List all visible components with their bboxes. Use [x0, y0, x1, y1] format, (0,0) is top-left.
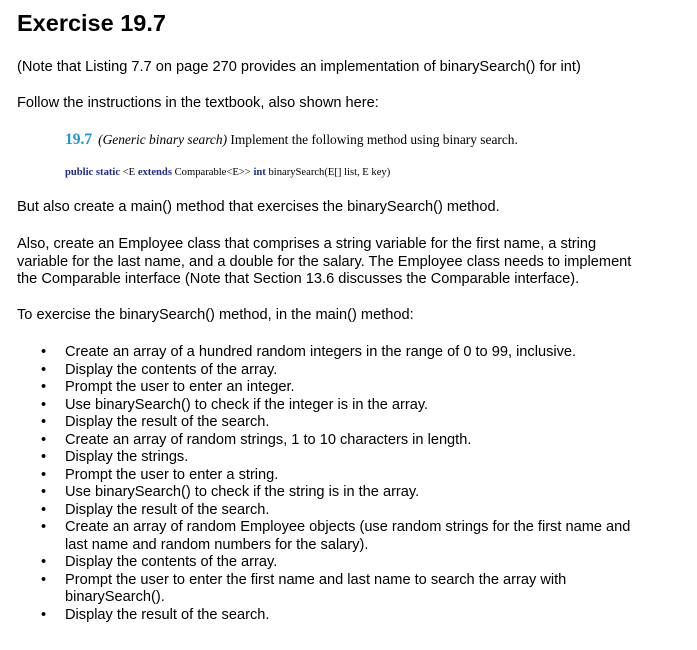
- employee-class-note: Also, create an Employee class that comprises a string variable for the first name, a string variable for the last name, and a double for the salary. The Employee class needs to implement the Comparable interface (Note that Section 13.6 discusses the Comparable interface).: [17, 236, 632, 287]
- list-item: • Create an array of a hundred random integers in the range of 0 to 99, inclusive.: [65, 344, 655, 362]
- textbook-exercise: [65, 131, 665, 149]
- code-text: binarySearch(E[] list, E key): [268, 167, 391, 178]
- code-keyword: extends: [137, 167, 172, 178]
- code-keyword: int: [253, 167, 266, 178]
- list-item: • Display the result of the search.: [65, 502, 655, 520]
- exercise-number: 19.7: [65, 131, 93, 148]
- list-item: • Prompt the user to enter an integer.: [65, 379, 655, 397]
- list-item: • Display the strings.: [65, 449, 655, 467]
- exercise-intro: To exercise the binarySearch() method, in the main() method:: [17, 307, 414, 323]
- page-title: Exercise 19.7: [17, 10, 166, 36]
- list-item: • Prompt the user to enter a string.: [65, 467, 655, 485]
- main-method-note: But also create a main() method that exercises the binarySearch() method.: [17, 199, 500, 215]
- list-item: • Create an array of random strings, 1 to 10 characters in length.: [65, 432, 655, 450]
- code-text: Comparable<E>>: [174, 167, 251, 178]
- list-item: • Display the contents of the array.: [65, 554, 655, 572]
- listing-note: (Note that Listing 7.7 on page 270 provides an implementation of binarySearch() for int): [17, 59, 581, 75]
- list-item: • Use binarySearch() to check if the string is in the array.: [65, 484, 655, 502]
- list-item: • Display the result of the search.: [65, 414, 655, 432]
- method-signature: [65, 166, 665, 180]
- exercise-instruction: Implement the following method using binary search.: [230, 132, 518, 147]
- code-keyword: public static: [65, 167, 121, 178]
- list-item: • Prompt the user to enter the first name and last name to search the array with binarySearch().: [65, 572, 655, 607]
- follow-instructions: Follow the instructions in the textbook, also shown here:: [17, 95, 379, 111]
- list-item: • Use binarySearch() to check if the integer is in the array.: [65, 397, 655, 415]
- steps-list: [65, 344, 655, 624]
- list-item: • Display the contents of the array.: [65, 362, 655, 380]
- code-text: <E: [122, 167, 136, 178]
- list-item: • Create an array of random Employee objects (use random strings for the first name and last name and random numbers for the salary).: [65, 519, 655, 554]
- list-item: • Display the result of the search.: [65, 607, 655, 625]
- exercise-title: (Generic binary search): [98, 132, 228, 147]
